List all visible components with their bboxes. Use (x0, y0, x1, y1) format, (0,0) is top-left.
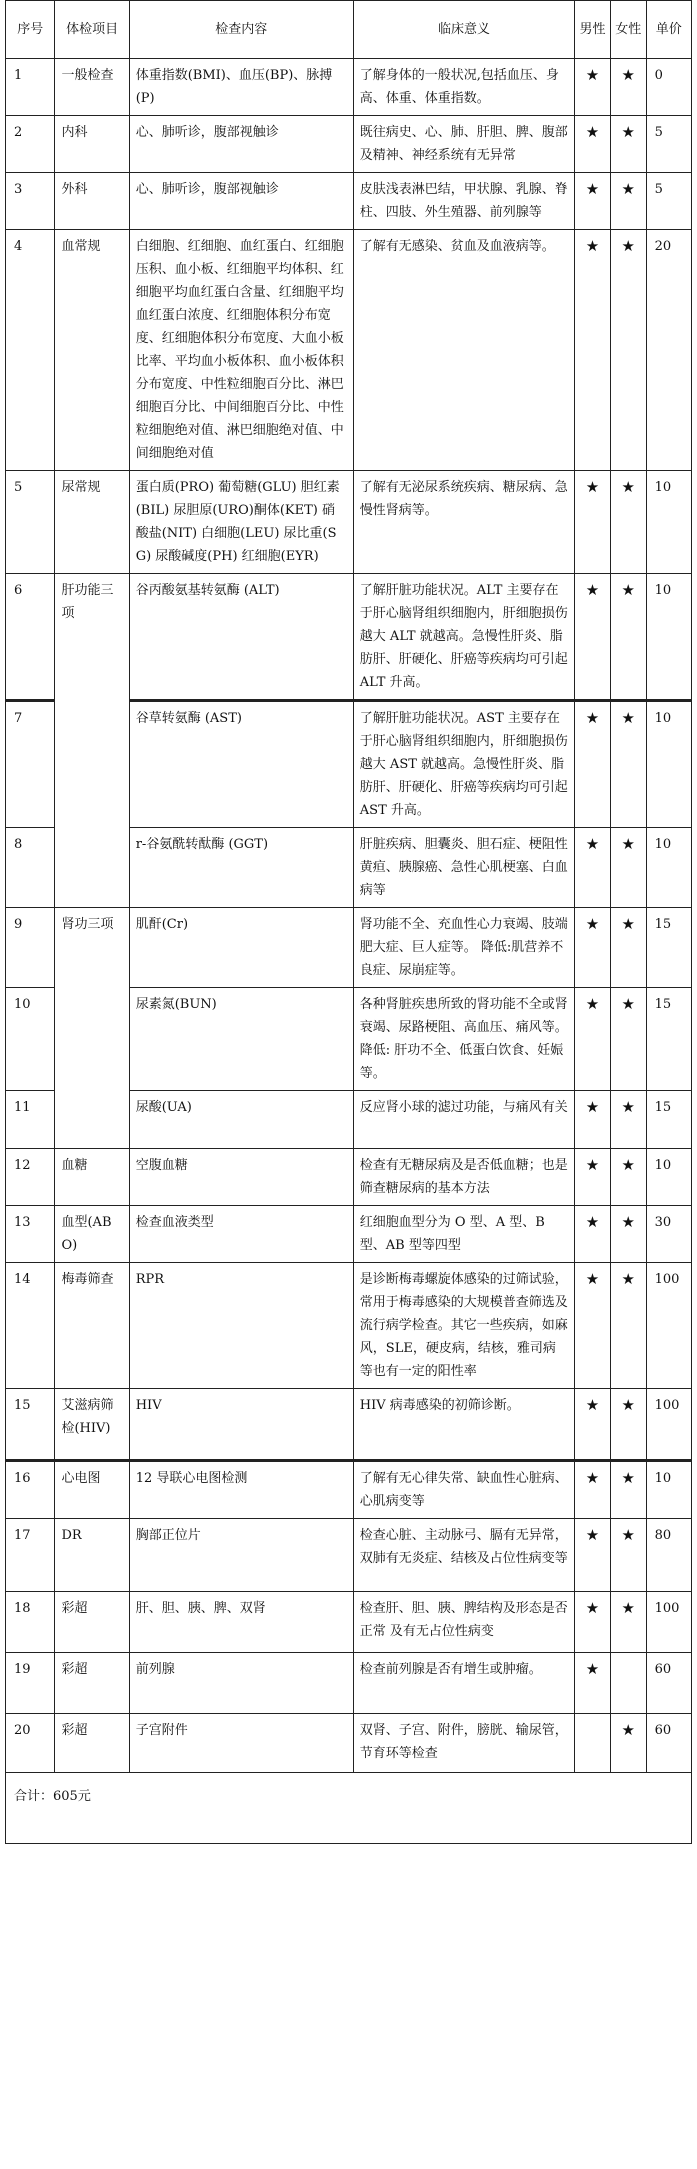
exam-content: 检查血液类型 (129, 1206, 353, 1263)
row-number: 18 (6, 1592, 55, 1653)
table-row (6, 1592, 692, 1653)
female-star-icon: ★ (610, 701, 646, 828)
male-star-icon: ★ (575, 1592, 611, 1653)
row-number: 3 (6, 173, 55, 230)
exam-item: 彩超 (55, 1714, 129, 1773)
clinical-meaning: 了解身体的一般状况,包括血压、身高、体重、体重指数。 (353, 59, 574, 116)
male-star-icon: ★ (575, 116, 611, 173)
female-star-icon: ★ (610, 1461, 646, 1519)
table-row (6, 1714, 692, 1773)
exam-item: 彩超 (55, 1592, 129, 1653)
row-number: 2 (6, 116, 55, 173)
clinical-meaning: 了解有无感染、贫血及血液病等。 (353, 230, 574, 471)
header-item: 体检项目 (55, 1, 129, 59)
clinical-meaning: 各种肾脏疾患所致的肾功能不全或肾衰竭、尿路梗阻、高血压、痛风等。 降低: 肝功不全、低蛋白饮食、妊娠等。 (353, 988, 574, 1091)
clinical-meaning: 检查有无糖尿病及是否低血糖；也是筛查糖尿病的基本方法 (353, 1149, 574, 1206)
female-star-icon (610, 1653, 646, 1714)
female-star-icon: ★ (610, 1519, 646, 1592)
unit-price: 10 (646, 574, 691, 701)
male-star-icon: ★ (575, 908, 611, 988)
unit-price: 60 (646, 1714, 691, 1773)
male-star-icon: ★ (575, 173, 611, 230)
female-star-icon: ★ (610, 1389, 646, 1461)
table-row (6, 471, 692, 574)
table-row (6, 908, 692, 988)
female-star-icon: ★ (610, 1714, 646, 1773)
female-star-icon: ★ (610, 1149, 646, 1206)
table-row (6, 1149, 692, 1206)
row-number: 4 (6, 230, 55, 471)
unit-price: 10 (646, 701, 691, 828)
unit-price: 10 (646, 471, 691, 574)
exam-content: 12 导联心电图检测 (129, 1461, 353, 1519)
exam-item: 肝功能三项 (55, 574, 129, 908)
male-star-icon: ★ (575, 1091, 611, 1149)
unit-price: 10 (646, 1149, 691, 1206)
clinical-meaning: 既往病史、心、肺、肝胆、脾、腹部及精神、神经系统有无异常 (353, 116, 574, 173)
male-star-icon: ★ (575, 574, 611, 701)
clinical-meaning: 反应肾小球的滤过功能，与痛风有关 (353, 1091, 574, 1149)
unit-price: 10 (646, 1461, 691, 1519)
female-star-icon: ★ (610, 1592, 646, 1653)
exam-item: 内科 (55, 116, 129, 173)
female-star-icon: ★ (610, 828, 646, 908)
male-star-icon: ★ (575, 1149, 611, 1206)
exam-item: 血糖 (55, 1149, 129, 1206)
female-star-icon: ★ (610, 1206, 646, 1263)
header-content: 检查内容 (129, 1, 353, 59)
unit-price: 15 (646, 908, 691, 988)
exam-content: 肌酐(Cr) (129, 908, 353, 988)
clinical-meaning: 肝脏疾病、胆囊炎、胆石症、梗阻性黄疸、胰腺癌、急性心肌梗塞、白血病等 (353, 828, 574, 908)
exam-content: RPR (129, 1263, 353, 1389)
female-star-icon: ★ (610, 1091, 646, 1149)
exam-item: 艾滋病筛检(HIV) (55, 1389, 129, 1461)
female-star-icon: ★ (610, 1263, 646, 1389)
female-star-icon: ★ (610, 59, 646, 116)
table-row (6, 1263, 692, 1389)
exam-item: 彩超 (55, 1653, 129, 1714)
exam-content: HIV (129, 1389, 353, 1461)
exam-content: r-谷氨酰转酞酶 (GGT) (129, 828, 353, 908)
male-star-icon (575, 1714, 611, 1773)
clinical-meaning: 红细胞血型分为 O 型、A 型、B 型、AB 型等四型 (353, 1206, 574, 1263)
exam-content: 肝、胆、胰、脾、双肾 (129, 1592, 353, 1653)
exam-item: 血型(ABO) (55, 1206, 129, 1263)
exam-item: 尿常规 (55, 471, 129, 574)
exam-item: DR (55, 1519, 129, 1592)
row-number: 11 (6, 1091, 55, 1149)
exam-content: 空腹血糖 (129, 1149, 353, 1206)
clinical-meaning: 是诊断梅毒螺旋体感染的过筛试验，常用于梅毒感染的大规模普查筛选及流行病学检查。其它一些疾病，如麻风，SLE，硬皮病，结核，雅司病等也有一定的阳性率 (353, 1263, 574, 1389)
row-number: 15 (6, 1389, 55, 1461)
exam-content: 胸部正位片 (129, 1519, 353, 1592)
table-row (6, 574, 692, 701)
female-star-icon: ★ (610, 908, 646, 988)
unit-price: 5 (646, 116, 691, 173)
clinical-meaning: 了解肝脏功能状况。AST 主要存在于肝心脑肾组织细胞内，肝细胞损伤越大 AST 就越高。急慢性肝炎、脂肪肝、肝硬化、肝癌等疾病均可引起 AST 升高。 (353, 701, 574, 828)
exam-content: 蛋白质(PRO) 葡萄糖(GLU) 胆红素(BIL) 尿胆原(URO)酮体(KET) 硝酸盐(NIT) 白细胞(LEU) 尿比重(SG) 尿酸碱度(PH) 红细胞(EYR) (129, 471, 353, 574)
clinical-meaning: 检查前列腺是否有增生或肿瘤。 (353, 1653, 574, 1714)
male-star-icon: ★ (575, 230, 611, 471)
exam-item: 外科 (55, 173, 129, 230)
clinical-meaning: 了解有无心律失常、缺血性心脏病、心肌病变等 (353, 1461, 574, 1519)
unit-price: 100 (646, 1389, 691, 1461)
exam-content: 体重指数(BMI)、血压(BP)、脉搏(P) (129, 59, 353, 116)
table-row (6, 230, 692, 471)
exam-item: 心电图 (55, 1461, 129, 1519)
female-star-icon: ★ (610, 988, 646, 1091)
male-star-icon: ★ (575, 988, 611, 1091)
exam-content: 尿素氮(BUN) (129, 988, 353, 1091)
clinical-meaning: 肾功能不全、充血性心力衰竭、肢端肥大症、巨人症等。 降低:肌营养不良症、尿崩症等。 (353, 908, 574, 988)
table-row (6, 1461, 692, 1519)
female-star-icon: ★ (610, 116, 646, 173)
clinical-meaning: 检查心脏、主动脉弓、膈有无异常，双肺有无炎症、结核及占位性病变等 (353, 1519, 574, 1592)
male-star-icon: ★ (575, 828, 611, 908)
unit-price: 15 (646, 988, 691, 1091)
male-star-icon: ★ (575, 59, 611, 116)
header-no: 序号 (6, 1, 55, 59)
total-text: 合计：605元 (6, 1773, 692, 1844)
header-male: 男性 (575, 1, 611, 59)
exam-item: 血常规 (55, 230, 129, 471)
female-star-icon: ★ (610, 173, 646, 230)
exam-content: 子宫附件 (129, 1714, 353, 1773)
table-row (6, 1653, 692, 1714)
exam-content: 白细胞、红细胞、血红蛋白、红细胞压积、血小板、红细胞平均体积、红细胞平均血红蛋白含量、红细胞平均血红蛋白浓度、红细胞体积分布宽度、红细胞体积分布宽度、大血小板比率、平均血小板体积、血小板体积分布宽度、中性粒细胞百分比、淋巴细胞百分比、中间细胞百分比、中性粒细胞绝对值、淋巴细胞绝对值、中间细胞绝对值 (129, 230, 353, 471)
female-star-icon: ★ (610, 230, 646, 471)
unit-price: 20 (646, 230, 691, 471)
unit-price: 15 (646, 1091, 691, 1149)
exam-content: 心、肺听诊，腹部视触诊 (129, 116, 353, 173)
row-number: 12 (6, 1149, 55, 1206)
table-row (6, 1206, 692, 1263)
exam-table (5, 0, 692, 1844)
row-number: 16 (6, 1461, 55, 1519)
male-star-icon: ★ (575, 1519, 611, 1592)
row-number: 5 (6, 471, 55, 574)
male-star-icon: ★ (575, 1206, 611, 1263)
unit-price: 30 (646, 1206, 691, 1263)
female-star-icon: ★ (610, 471, 646, 574)
male-star-icon: ★ (575, 1653, 611, 1714)
row-number: 9 (6, 908, 55, 988)
exam-item: 一般检查 (55, 59, 129, 116)
clinical-meaning: 检查肝、胆、胰、脾结构及形态是否正常 及有无占位性病变 (353, 1592, 574, 1653)
row-number: 1 (6, 59, 55, 116)
header-meaning: 临床意义 (353, 1, 574, 59)
clinical-meaning: 了解有无泌尿系统疾病、糖尿病、急慢性肾病等。 (353, 471, 574, 574)
male-star-icon: ★ (575, 1389, 611, 1461)
row-number: 7 (6, 701, 55, 828)
male-star-icon: ★ (575, 1263, 611, 1389)
exam-item: 梅毒筛查 (55, 1263, 129, 1389)
female-star-icon: ★ (610, 574, 646, 701)
table-header-row (6, 1, 692, 59)
row-number: 6 (6, 574, 55, 701)
exam-content: 前列腺 (129, 1653, 353, 1714)
table-row (6, 1389, 692, 1461)
exam-content: 谷草转氨酶 (AST) (129, 701, 353, 828)
unit-price: 10 (646, 828, 691, 908)
row-number: 8 (6, 828, 55, 908)
male-star-icon: ★ (575, 701, 611, 828)
row-number: 13 (6, 1206, 55, 1263)
clinical-meaning: 双肾、子宫、附件，膀胱、输尿管，节育环等检查 (353, 1714, 574, 1773)
header-price: 单价 (646, 1, 691, 59)
exam-content: 谷丙酸氨基转氨酶 (ALT) (129, 574, 353, 701)
unit-price: 100 (646, 1592, 691, 1653)
clinical-meaning: 了解肝脏功能状况。ALT 主要存在于肝心脑肾组织细胞内，肝细胞损伤越大 ALT 就越高。急慢性肝炎、脂肪肝、肝硬化、肝癌等疾病均可引起 ALT 升高。 (353, 574, 574, 701)
clinical-meaning: HIV 病毒感染的初筛诊断。 (353, 1389, 574, 1461)
unit-price: 100 (646, 1263, 691, 1389)
table-row (6, 173, 692, 230)
male-star-icon: ★ (575, 471, 611, 574)
exam-content: 心、肺听诊，腹部视触诊 (129, 173, 353, 230)
unit-price: 80 (646, 1519, 691, 1592)
row-number: 10 (6, 988, 55, 1091)
unit-price: 0 (646, 59, 691, 116)
row-number: 20 (6, 1714, 55, 1773)
row-number: 19 (6, 1653, 55, 1714)
exam-item: 肾功三项 (55, 908, 129, 1149)
row-number: 14 (6, 1263, 55, 1389)
table-row (6, 116, 692, 173)
male-star-icon: ★ (575, 1461, 611, 1519)
unit-price: 5 (646, 173, 691, 230)
table-row (6, 1519, 692, 1592)
header-female: 女性 (610, 1, 646, 59)
row-number: 17 (6, 1519, 55, 1592)
total-row (6, 1773, 692, 1844)
table-row (6, 59, 692, 116)
clinical-meaning: 皮肤浅表淋巴结，甲状腺、乳腺、脊柱、四肢、外生殖器、前列腺等 (353, 173, 574, 230)
unit-price: 60 (646, 1653, 691, 1714)
exam-content: 尿酸(UA) (129, 1091, 353, 1149)
